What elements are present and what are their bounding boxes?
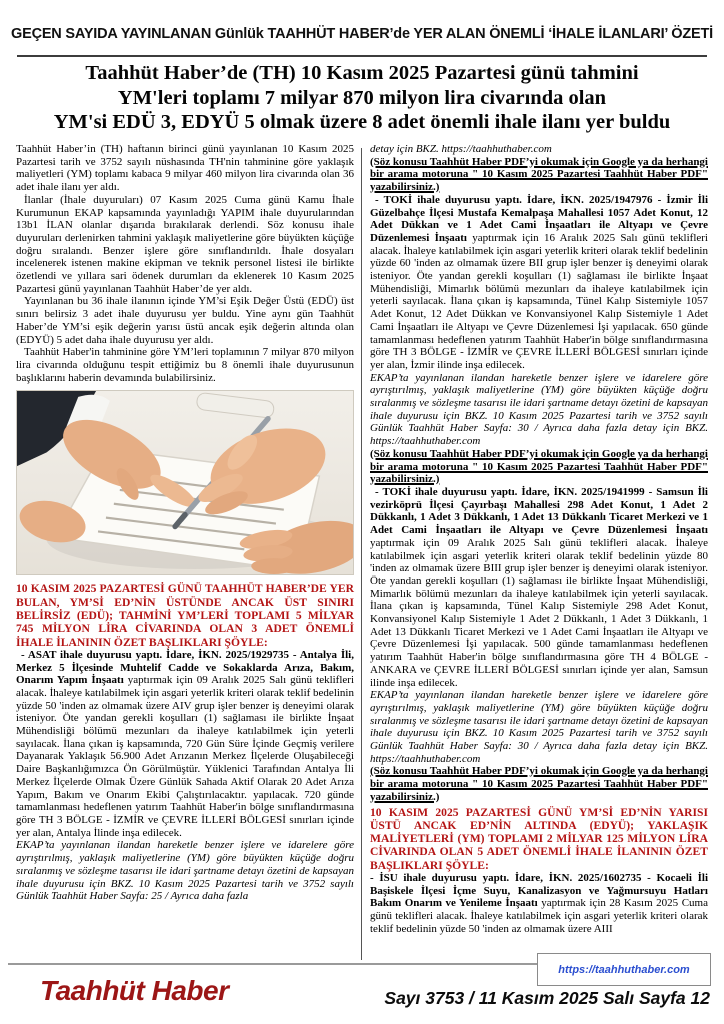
title-line-3: YM'si EDÜ 3, EDYÜ 5 olmak üzere 8 adet önemli ihale ilanı yer buldu: [53, 111, 671, 133]
footer-link[interactable]: https://taahhuthaber.com: [558, 963, 690, 976]
toki-samsun-lead: - TOKİ ihale duyurusu yaptı. İdare, İKN. 2025/1941999 - Samsun İli vezirköprü İlçesi Çayırbaşı Mahallesi 298 Adet Konut, 1 Adet 2 Dükkanlı, 1 Adet 3 Dükkanlı, 1 Adet 13 Dükkanlı Ticaret Merkezi ve 1 Adet Cami İnşaatları ile Altyapı ve Çevre Düzenlemesi İnşaatı: [370, 485, 708, 537]
title-line-1: Taahhüt Haber’de (TH) 10 Kasım 2025 Pazartesi günü tahmini: [85, 62, 639, 84]
ekap-note-samsun: EKAP’ta yayınlanan ilandan hareketle benzer işlere ve idarelere göre ayrıştırılmış, yaklaşık maliyetlerine (YM) göre büyükten küçüğe doğru sıralanmış ve sözleşme tasarısı ile idari şartname detayı özetini de kapsayan ihale duyurusu için BKZ. 10 Kasım 2025 Pazartesi tarih ve 3752 sayılı Günlük Taahhüt Haber Sayfa: 30 / Ayrıca daha fazla detay için BKZ. https://taahhuthaber.com: [370, 689, 708, 765]
pdf-note-1: (Söz konusu Taahhüt Haber PDF’yi okumak için Google ya da herhangi bir arama motoruna " 10 Kasım 2025 Pazartesi Taahhüt Haber PDF" yazabilirsiniz.): [370, 155, 708, 194]
asat-notice: [16, 649, 354, 840]
continuation-note: detay için BKZ. https://taahhuthaber.com: [370, 143, 552, 155]
toki-izmir-notice: [370, 194, 708, 372]
right-column: [361, 143, 708, 936]
strapline-rule: [17, 55, 707, 57]
asat-notice-lead: - ASAT ihale duyurusu yaptı. İdare, İKN. 2025/1929735 - Antalya İli, Merkez 5 İlçesinde Muhtelif Cadde ve Sokaklarda Arıza, Bakım, Onarım Yapım İnşaatı: [16, 648, 354, 687]
isu-notice-body: yaptırmak için 28 Kasım 2025 Cuma günü teklifleri alacak. İhaleye katılabilmek için asgari yeterlik kriteri olarak teklif bedelinin yüzde 50 'inden az olmamak üzere AIII: [370, 897, 708, 935]
pdf-note-3: (Söz konusu Taahhüt Haber PDF’yi okumak için Google ya da herhangi bir arama motoruna " 10 Kasım 2025 Pazartesi Taahhüt Haber PDF" yazabilirsiniz.): [370, 765, 708, 803]
page-title: [0, 61, 724, 135]
isu-notice: [370, 872, 708, 936]
toki-izmir-body: yaptırmak için 16 Aralık 2025 Salı günü teklifleri alacak. İhaleye katılabilmek için asgari yeterlik kriteri olarak teklif bedelinin yüzde 60 'inden az olmamak üzere BII grup işler benzer iş deneyimi olarak isteniyor. Öte yandan gerekli koşulları (1) sağlaması ile birlikte İnşaat Mühendisliği, Mimarlık bölümü mezunları da ihaleye katılabilmek için yeterli sayılacak. İlana çıkan iş kapsamında, Tünel Kalıp Sistemiyle 1057 Adet Konut, 12 Adet Dükkan ve Konvansiyonel Kalıp Sistemiyle 1 Adet Cami İnşaatları ile Altyapı ve Çevre Düzenlemesi İşi yapılacak. 650 günde tamamlanması hedeflenen yatırım Taahhüt Haber'in bölge sınıflandırmasına göre TH 3 BÖLGE - İZMİR ve ÇEVRE İLLERİ BÖLGESİ sınırları içinde yer alan, İzmir ilinde inşa edilecek.: [370, 231, 708, 371]
toki-samsun-notice: [370, 486, 708, 689]
hands-illustration: [17, 391, 353, 574]
article-columns: [16, 143, 708, 936]
toki-izmir-lead: - TOKİ ihale duyurusu yaptı. İdare, İKN. 2025/1947976 - İzmir İli Güzelbahçe İlçesi Mustafa Kemalpaşa Mahallesi 1057 Adet Konut, 12 Adet Dükkan ve 1 Adet Cami İnşaatları ile Altyapı ve Çevre Düzenlemesi İnşaatı: [370, 193, 708, 244]
asat-ekap-note: EKAP’ta yayınlanan ilandan hareketle benzer işlere ve idarelere göre ayrıştırılmış, yaklaşık maliyetlerine (YM) göre büyükten küçüğe doğru sıralanmış ve sözleşme tasarısı ile idari şartname detayı özetini de kapsayan ihale duyurusu için BKZ. 10 Kasım 2025 Pazartesi tarih ve 3752 sayılı Günlük Taahhüt Haber Sayfa: 25 / Ayrıca daha fazla: [16, 839, 354, 903]
column-divider: [361, 148, 362, 960]
footer-link-box[interactable]: [537, 953, 711, 986]
footer-rule: [8, 963, 538, 965]
contract-hands-photo: [16, 390, 354, 575]
strapline: GEÇEN SAYIDA YAYINLANAN Günlük TAAHHÜT HABER’de YER ALAN ÖNEMLİ ‘İHALE İLANLARI’ ÖZETİ: [11, 26, 713, 42]
intro-paragraph-1: Taahhüt Haber’in (TH) haftanın birinci günü yayınlanan 10 Kasım 2025 Pazartesi tarih ve 3752 sayılı nüshasında TH'nin tahminine göre yaklaşık maliyetleri (YM) toplamı kabaca 9 milyar 460 milyon lira civarında olan 36 adet ihale ilanı yer aldı.: [16, 143, 354, 194]
edu-summary-heading: 10 KASIM 2025 PAZARTESİ GÜNÜ TAAHHÜT HABER’DE YER BULAN, YM’Sİ ED’NİN ÜSTÜNDE ANCAK ÜST SINIRI BELİRSİZ (EDÜ); TAHMİNİ YM’LERİ TOPLAMI 5 MİLYAR 745 MİLYON LİRA CİVARINDA OLAN 3 ADET ÖNEMLİ İHALE İLANININ ÖZET BAŞLIKLARI ŞÖYLE:: [16, 582, 354, 649]
isu-notice-lead: - İSU ihale duyurusu yaptı. İdare, İKN. 2025/1602735 - Kocaeli İli Başiskele İlçesi İçme Suyu, Kanalizasyon ve Yağmursuyu Hatları Bakım Onarım ve Yenileme İnşaatı: [370, 872, 708, 910]
asat-notice-body: yaptırmak için 09 Aralık 2025 Salı günü teklifleri alacak. İhaleye katılabilmek için asgari yeterlik kriteri olarak teklif bedelinin yüzde 50 'inden az olmamak üzere AIV grup işler benzer iş deneyimi olarak isteniyor. Öte yandan gerekli koşulları (1) sağlaması ile birlikte İnşaat Mühendisliği bölümü mezunları da ihaleye katılabilmek için yeterli sayılacak. İlana çıkan iş kapsamında, 720 Gün Süre İçinde Geçmiş verilere Dayanarak Yaklaşık 56.900 Adet Arızanın Merkez İlçelerde Oluşabileceği Daire Başkanlığımızca Ön Görülmüştür. Yüklenici Tarafından Antalya İli Merkez İlçelerde Olmak Üzere Günlük Sahada Aktif Olarak 20 Adet Arıza Yapım, Bakım ve Onarım Ekibi Çalıştırılacaktır. yapılacak. 720 günde tamamlanması hedeflenen yatırım Taahhüt Haber'in bölge sınıflandırmasına göre TH 3 BÖLGE - İZMİR ve ÇEVRE İLLERİ BÖLGESİ sınırları içinde yer alan, Antalya İlinde inşa edilecek.: [16, 674, 355, 839]
toki-samsun-body: yaptırmak için 09 Aralık 2025 Salı günü teklifleri alacak. İhaleye katılabilmek için asgari yeterlik kriteri olarak teklif bedelinin yüzde 80 'inden az olmamak üzere BIII grup işler benzer iş deneyimi olarak isteniyor. Öte yandan gerekli koşulları (1) sağlaması ile birlikte İnşaat Mühendisliği, Mimarlık bölümü mezunları da ihaleye katılabilmek için yeterli sayılacak. İlana çıkan iş kapsamında, Tünel Kalıp Sistemiyle 298 Adet Konut, Konvansiyonel Kalıp Sistemiyle 1 Adet 2 Dükkanlı, 1 Adet 3 Dükkanlı, 1 Adet 13 Dükkanlı Ticaret Merkezi ve 1 Adet Cami İnşaatları ile Altyapı ve Çevre Düzenlemesi İşi yapılacak. 500 günde tamamlanması hedeflenen yatırım Taahhüt Haber'in bölge sınıflandırmasına göre TH 4 BÖLGE - ANKARA ve ÇEVRE İLLERİ BÖLGESİ sınırları içinde yer alan, Samsun ilinde inşa edilecek.: [370, 536, 708, 689]
intro-paragraph-4: Taahhüt Haber'in tahminine göre YM’leri toplamının 7 milyar 870 milyon lira civarında olduğunu tespit ettiğimiz bu 8 önemli ihale duyurusunun başlıklarını haberin devamında bulabilirsiniz.: [16, 346, 354, 384]
intro-paragraph-2: İlanlar (İhale duyuruları) 07 Kasım 2025 Cuma günü Kamu İhale Kurumunun EKAP kapsamında yayınladığı YAPIM ihale duyurularından 13b1 İLAN olanlar dışarıda bırakılarak derlendi. Söz konusu ihale duyuruları derlenirken tahmini yaklaşık maliyetlerine göre büyükten küçüğe doğru sıralandı. Benzer işlere göre sınıflandırıldı. İhale dosyaları incelenerek istenen makine ekipman ve teknik personel listesi ile birlikte özetlendi ve yıllara sari ödenek durumları da eklenerek 10 Kasım 2025 Pazartesi günü yayınlanan Taahhüt Haber’de yer aldı.: [16, 193, 354, 295]
edyu-summary-heading: 10 KASIM 2025 PAZARTESİ GÜNÜ YM’Sİ ED’NİN YARISI ÜSTÜ ANCAK ED’NİN ALTINDA (EDYÜ); YAKLAŞIK MALİYETLERİ (YM) TOPLAMI 2 MİLYAR 125 MİLYON LİRA CİVARINDA OLAN 5 ADET ÖNEMLİ İHALE İLANININ ÖZET BAŞLIKLARI ŞÖYLE:: [370, 805, 708, 872]
intro-paragraph-3: Yayınlanan bu 36 ihale ilanının içinde YM’si Eşik Değer Üstü (EDÜ) üst sınırı belirsiz 3 adet ihale duyurusu yer buldu. Yine aynı gün Taahhüt Haber’de YM’si eşik değerin yarısı üstü ancak eşik değerin altında olan (EDYÜ) 5 adet daha ihale duyurusu yer aldı.: [16, 295, 354, 346]
ekap-note-izmir: EKAP’ta yayınlanan ilandan hareketle benzer işlere ve idarelere göre ayrıştırılmış, yaklaşık maliyetlerine (YM) göre büyükten küçüğe doğru sıralanmış ve sözleşme tasarısı ile idari şartname detayı özetini de kapsayan ihale duyurusu için BKZ. 10 Kasım 2025 Pazartesi tarih ve 3752 sayılı Günlük Taahhüt Haber Sayfa: 30 / Ayrıca daha fazla detay için BKZ. https://taahhuthaber.com: [370, 371, 708, 448]
left-column: [16, 143, 361, 936]
issue-info: Sayı 3753 / 11 Kasım 2025 Salı Sayfa 12: [384, 988, 710, 1008]
title-line-2: YM'leri toplamı 7 milyar 870 milyon lira civarında olan: [117, 86, 607, 109]
pdf-note-2: (Söz konusu Taahhüt Haber PDF’yi okumak için Google ya da herhangi bir arama motoruna " 10 Kasım 2025 Pazartesi Taahhüt Haber PDF" yazabilirsiniz.): [370, 447, 708, 486]
footer-logo: Taahhüt Haber: [40, 975, 229, 1006]
